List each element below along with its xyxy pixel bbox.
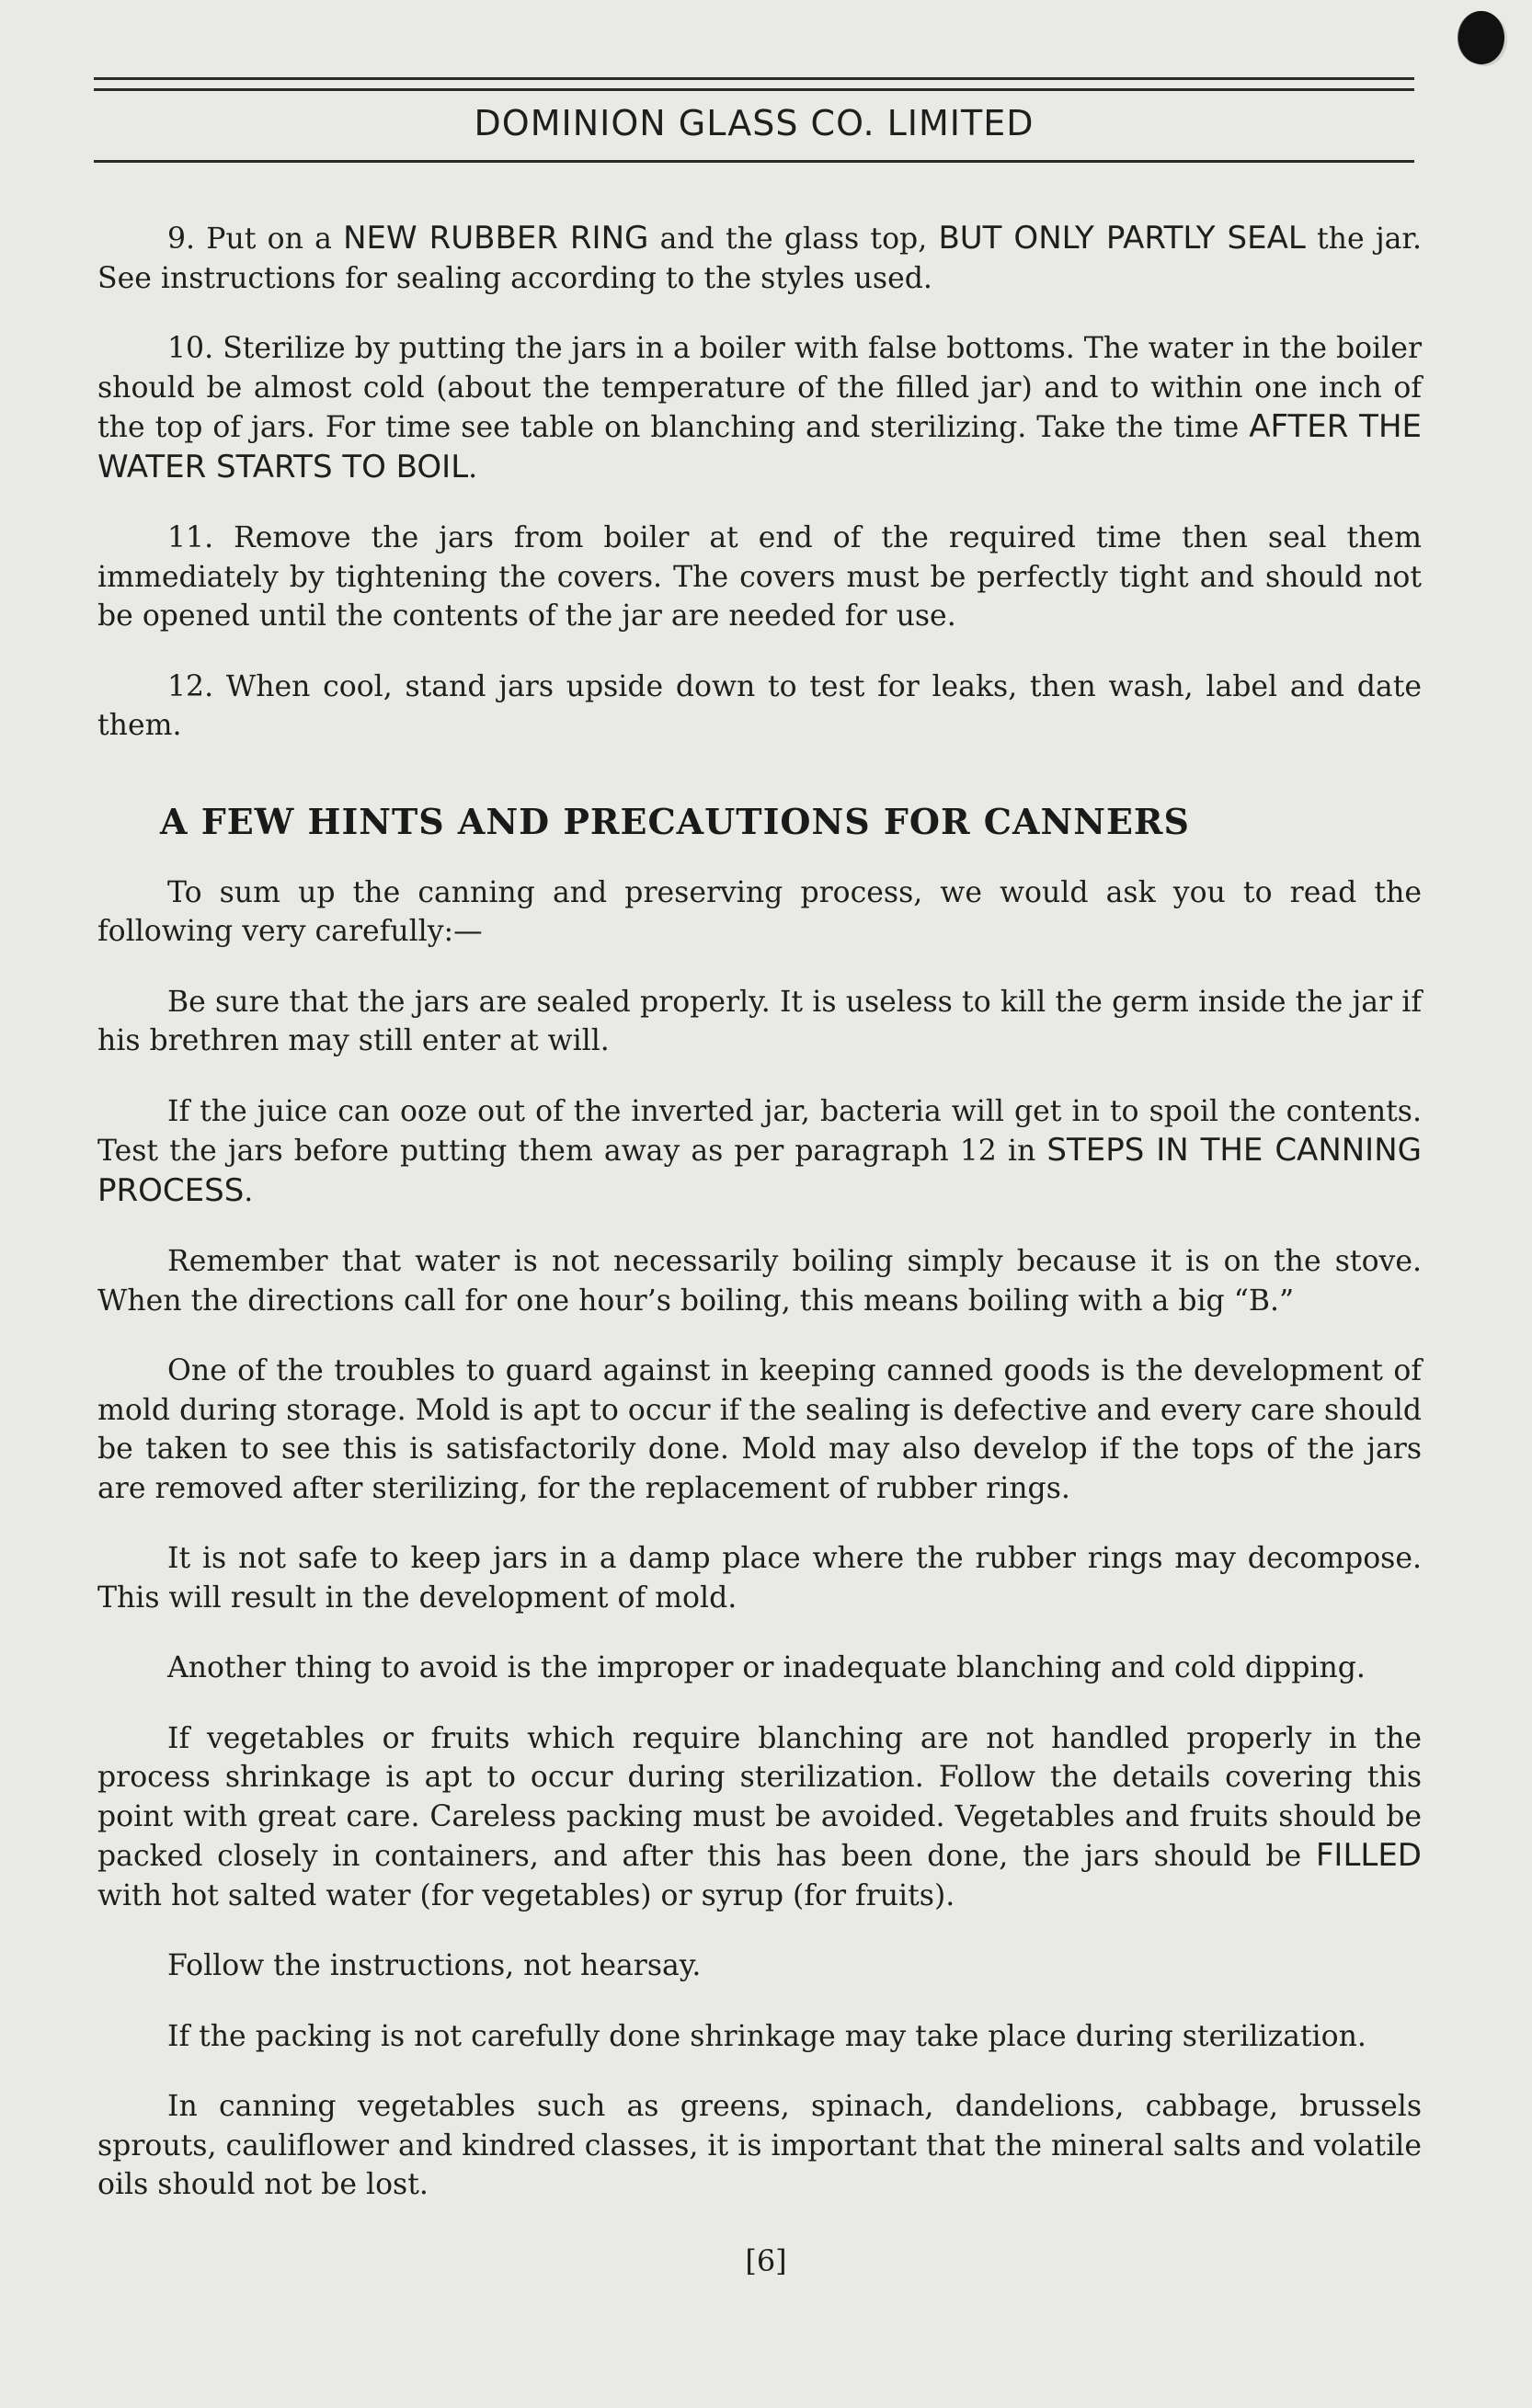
hint-paragraph	[97, 2087, 1422, 2205]
hint-paragraph	[97, 1242, 1422, 1320]
step-text: Remove the jars from boiler at end of the required time then seal them immediately by tightening the covers. The covers must be perfectly tight and should not be opened until the contents of the jar are needed for use.	[97, 521, 1422, 633]
hint-text: Another thing to avoid is the improper or inadequate blanching and cold dipping.	[167, 1651, 1366, 1684]
step-paragraph	[97, 329, 1422, 487]
page-number: [6]	[745, 2243, 787, 2278]
running-header: DOMINION GLASS CO. LIMITED	[474, 103, 1035, 143]
hint-paragraph	[97, 1352, 1422, 1508]
hint-paragraph	[97, 1719, 1422, 1916]
step-text: Sterilize by putting the jars in a boiler with false bottoms. The water in the boiler should be almost cold (about the temperature of the filled jar) and to within one inch of the top of jars. For time see table on blanching and sterilizing. Take the time	[97, 332, 1423, 444]
hint-text: .	[244, 1174, 254, 1208]
hint-paragraph	[97, 1946, 1422, 1986]
step-text: .	[468, 451, 478, 485]
step-text: the jar. See instructions for sealing according to the styles used.	[97, 223, 1422, 295]
hint-emphasis: STEPS IN THE CANNING PROCESS	[97, 1132, 1422, 1209]
page-body	[97, 219, 1422, 2236]
step-paragraph	[97, 519, 1422, 636]
hint-text: Remember that water is not necessarily boiling simply because it is on the stove. When the directions call for one hour’s boiling, this means boiling with a big “B.”	[97, 1245, 1422, 1318]
section-heading: A FEW HINTS AND PRECAUTIONS FOR CANNERS	[160, 800, 1190, 842]
step-emphasis: AFTER THE WATER STARTS TO BOIL	[97, 408, 1422, 485]
hint-paragraph	[97, 1649, 1422, 1688]
hint-text: It is not safe to keep jars in a damp place where the rubber rings may decompose. This will result in the development of mold.	[97, 1542, 1422, 1615]
hint-text: In canning vegetables such as greens, spinach, dandelions, cabbage, brussels sprouts, cauliflower and kindred classes, it is important that the mineral salts and volatile oils should not be lost.	[97, 2090, 1422, 2201]
hint-paragraph	[97, 1092, 1422, 1212]
hint-text: If the juice can ooze out of the inverted jar, bacteria will get in to spoil the contents. Test the jars before putting them away as per paragraph 12 in	[97, 1094, 1422, 1168]
step-number: 9.	[167, 223, 196, 256]
header-rule-top	[94, 77, 1414, 80]
hint-paragraph	[97, 2017, 1422, 2057]
step-number: 10.	[167, 332, 214, 365]
header-rule-bottom	[94, 160, 1414, 163]
step-text: When cool, stand jars upside down to test for leaks, then wash, label and date them.	[97, 669, 1422, 742]
hint-paragraph	[97, 873, 1422, 952]
hint-text: One of the troubles to guard against in keeping canned goods is the development of mold during storage. Mold is apt to occur if the sealing is defective and every care should be taken to see this is satisfactorily done. Mold may also develop if the tops of the jars are removed after sterilizing, for the replacement of rubber rings.	[97, 1354, 1422, 1505]
hint-text: Be sure that the jars are sealed properly. It is useless to kill the germ inside the jar if his brethren may still enter at will.	[97, 985, 1422, 1057]
step-number: 12.	[167, 669, 214, 703]
punch-hole	[1458, 11, 1504, 64]
step-text: and the glass top,	[648, 223, 939, 256]
hint-text: If the packing is not carefully done shrinkage may take place during sterilization.	[167, 2019, 1366, 2053]
hint-paragraph	[97, 1539, 1422, 1617]
step-number: 11.	[167, 521, 214, 554]
step-paragraph	[97, 219, 1422, 298]
hint-text: If vegetables or fruits which require blanching are not handled properly in the process shrinkage is apt to occur during sterilization. Follow the details covering this point with great care. Careless packing must be avoided. Vegetables and fruits should be packed closely in containers, and after this has been done, the jars should be	[97, 1721, 1422, 1873]
hint-text: Follow the instructions, not hearsay.	[167, 1949, 702, 1982]
hint-text: with hot salted water (for vegetables) or syrup (for fruits).	[97, 1878, 955, 1912]
step-emphasis: BUT ONLY PARTLY SEAL	[938, 220, 1306, 257]
step-emphasis: NEW RUBBER RING	[343, 220, 649, 257]
step-paragraph	[97, 668, 1422, 746]
step-text: Put on a	[206, 223, 344, 256]
hint-paragraph	[97, 983, 1422, 1061]
hint-text: To sum up the canning and preserving process, we would ask you to read the following very carefully:—	[97, 875, 1422, 948]
hint-emphasis: FILLED	[1315, 1837, 1422, 1874]
header-rule-top-inner	[94, 88, 1414, 91]
